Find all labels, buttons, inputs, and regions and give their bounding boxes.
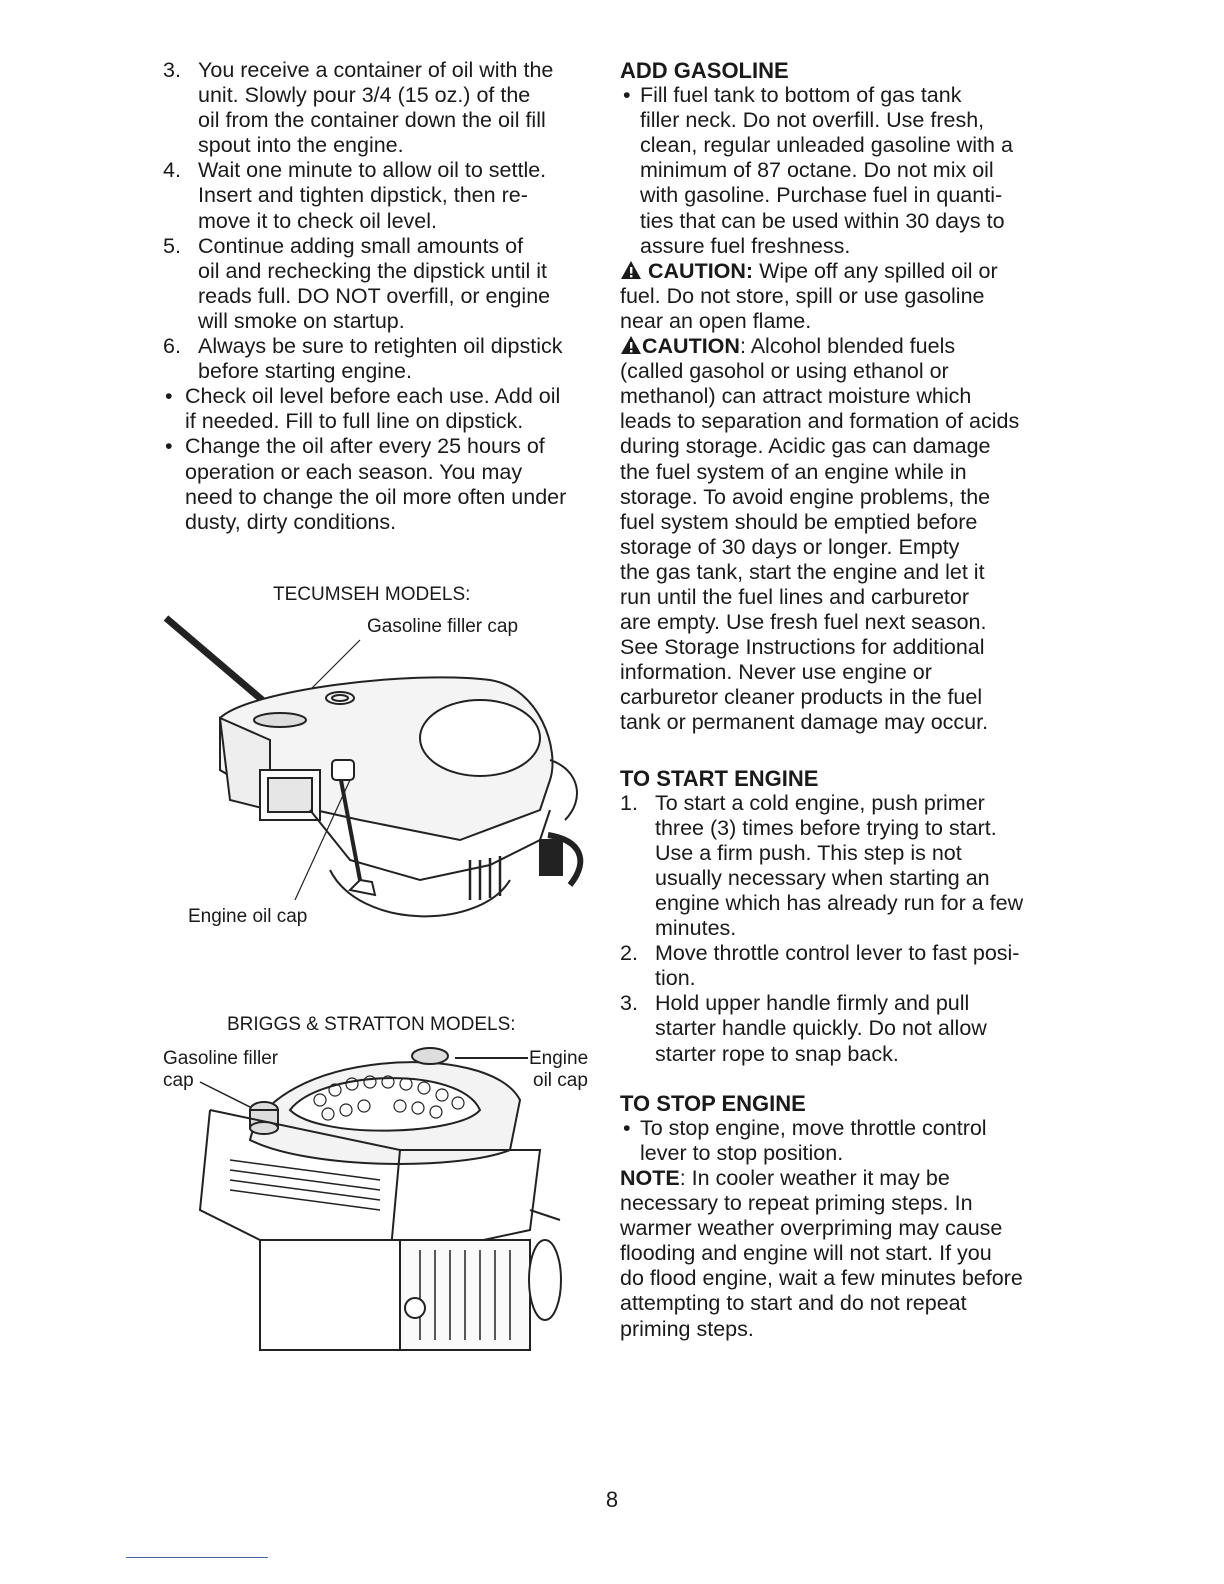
item-text: filler neck. Do not overfill. Use fresh, [640, 108, 985, 133]
to-stop-engine-heading: TO STOP ENGINE [620, 1090, 806, 1116]
item-text: reads full. DO NOT overfill, or engine [198, 283, 551, 308]
item-text: clean, regular unleaded gasoline with a [640, 133, 1013, 158]
item-text: if needed. Fill to full line on dipstick. [185, 409, 524, 434]
item-text: operation or each season. You may [185, 459, 523, 484]
caution-text: the gas tank, start the engine and let it [620, 559, 985, 584]
caution-paragraph [620, 334, 1060, 359]
item-text: starter rope to snap back. [655, 1041, 899, 1066]
item-text: To start a cold engine, push primer [655, 790, 985, 815]
item-text: To stop engine, move throttle control [640, 1115, 987, 1140]
caution-text: tank or permanent damage may occur. [620, 710, 989, 735]
note-text: flooding and engine will not start. If you [620, 1241, 992, 1266]
item-text: Continue adding small amounts of [198, 233, 524, 258]
item-text: Always be sure to retighten oil dipstick [198, 334, 563, 359]
add-gasoline-heading: ADD GASOLINE [620, 58, 789, 83]
list-item [163, 58, 603, 83]
note-label: NOTE [620, 1165, 680, 1190]
footer-rule [126, 1557, 268, 1558]
gas-cap-callout-line1: Gasoline filler [163, 1048, 279, 1069]
bullet-mark: • [165, 384, 173, 409]
item-text: Fill fuel tank to bottom of gas tank [640, 83, 962, 108]
caution-paragraph [620, 259, 1060, 284]
caution-text: fuel. Do not store, spill or use gasoline [620, 283, 985, 308]
warning-icon [620, 260, 642, 280]
note-text: necessary to repeat priming steps. In [620, 1191, 973, 1216]
item-number: 3. [163, 58, 181, 82]
gas-cap-callout-line2: cap [163, 1070, 194, 1091]
note-text: do flood engine, wait a few minutes before [620, 1266, 1023, 1291]
item-text: usually necessary when starting an [655, 865, 990, 890]
item-text: starter handle quickly. Do not allow [655, 1016, 987, 1041]
note-text: warmer weather overpriming may cause [620, 1216, 1003, 1241]
caution-text: are empty. Use fresh fuel next season. [620, 610, 987, 635]
warning-icon [620, 335, 642, 355]
item-text: unit. Slowly pour 3/4 (15 oz.) of the [198, 83, 531, 108]
list-item [163, 334, 603, 359]
item-text: will smoke on startup. [198, 308, 405, 333]
caution-text: (called gasohol or using ethanol or [620, 359, 949, 384]
fuel-and-start-instructions [620, 58, 1060, 1342]
note-text: : In cooler weather it may be [679, 1165, 950, 1190]
briggs-figure-title: BRIGGS & STRATTON MODELS: [227, 1014, 516, 1035]
item-text: move it to check oil level. [198, 208, 437, 233]
caution-text: methanol) can attract moisture which [620, 384, 972, 409]
oil-cap-callout-line2: oil cap [533, 1070, 588, 1091]
item-text: oil and rechecking the dipstick until it [198, 258, 547, 283]
list-item [163, 158, 603, 183]
caution-text: leads to separation and formation of acids [620, 409, 1020, 434]
oil-cap-callout: Engine oil cap [188, 906, 308, 927]
caution-text: carburetor cleaner products in the fuel [620, 685, 983, 710]
item-number: 5. [163, 233, 181, 258]
note-text: attempting to start and do not repeat [620, 1291, 967, 1316]
item-text: ties that can be used within 30 days to [640, 208, 1005, 233]
item-text: Insert and tighten dipstick, then re- [198, 183, 528, 208]
bullet-item [163, 384, 603, 409]
caution-text: fuel system should be emptied before [620, 509, 978, 534]
caution-text: See Storage Instructions for additional [620, 635, 985, 660]
list-item [620, 941, 1060, 966]
item-text: Move throttle control lever to fast posi- [655, 941, 1020, 966]
page-number: 8 [605, 1487, 619, 1512]
oil-instructions [163, 58, 603, 535]
caution-text: near an open flame. [620, 308, 812, 333]
item-text: need to change the oil more often under [185, 484, 567, 509]
item-text: dusty, dirty conditions. [185, 509, 397, 534]
item-text: You receive a container of oil with the [198, 58, 554, 82]
to-start-engine-heading: TO START ENGINE [620, 765, 819, 791]
item-text: engine which has already run for a few [655, 891, 1024, 915]
item-text: minimum of 87 octane. Do not mix oil [640, 158, 994, 183]
item-text: oil from the container down the oil fill [198, 108, 546, 133]
caution-text: information. Never use engine or [620, 660, 932, 685]
caution-text: the fuel system of an engine while in [620, 459, 967, 484]
item-number: 1. [620, 790, 638, 815]
tecumseh-figure-title: TECUMSEH MODELS: [273, 584, 471, 605]
caution-text: storage of 30 days or longer. Empty [620, 534, 960, 559]
list-item [163, 234, 603, 259]
item-text: Wait one minute to allow oil to settle. [198, 158, 547, 183]
note-paragraph [620, 1166, 1060, 1191]
bullet-item [620, 83, 1060, 108]
item-text: with gasoline. Purchase fuel in quanti- [640, 183, 1003, 208]
caution-text: storage. To avoid engine problems, the [620, 484, 991, 509]
item-text: Use a firm push. This step is not [655, 840, 962, 865]
item-number: 6. [163, 334, 181, 359]
bullet-item [163, 434, 603, 459]
caution-label: CAUTION: [647, 258, 754, 283]
caution-label: CAUTION [642, 334, 740, 359]
item-text: three (3) times before trying to start. [655, 815, 997, 840]
item-text: assure fuel freshness. [640, 233, 851, 258]
item-text: Change the oil after every 25 hours of [185, 434, 545, 459]
bullet-item [620, 1116, 1060, 1141]
item-number: 3. [620, 991, 638, 1016]
oil-cap-callout-line1: Engine [529, 1048, 589, 1069]
item-text: Hold upper handle firmly and pull [655, 991, 970, 1016]
caution-text: Wipe off any spilled oil or [753, 258, 998, 283]
item-number: 2. [620, 941, 638, 966]
bullet-mark: • [623, 83, 631, 108]
note-text: priming steps. [620, 1316, 754, 1341]
item-text: before starting engine. [198, 359, 412, 384]
briggs-engine-illustration [160, 1040, 600, 1360]
item-text: tion. [655, 966, 696, 991]
bullet-mark: • [623, 1115, 631, 1140]
bullet-mark: • [165, 434, 173, 459]
caution-text: during storage. Acidic gas can damage [620, 434, 991, 459]
caution-text: : Alcohol blended fuels [739, 334, 956, 359]
item-text: lever to stop position. [640, 1140, 844, 1165]
gas-cap-callout: Gasoline filler cap [367, 616, 519, 637]
item-text: Check oil level before each use. Add oil [185, 384, 561, 409]
tecumseh-engine-illustration [160, 610, 600, 950]
item-text: spout into the engine. [198, 133, 404, 158]
item-number: 4. [163, 158, 181, 183]
list-item [620, 791, 1060, 816]
list-item [620, 991, 1060, 1016]
item-text: minutes. [655, 916, 737, 941]
caution-text: run until the fuel lines and carburetor [620, 584, 969, 609]
